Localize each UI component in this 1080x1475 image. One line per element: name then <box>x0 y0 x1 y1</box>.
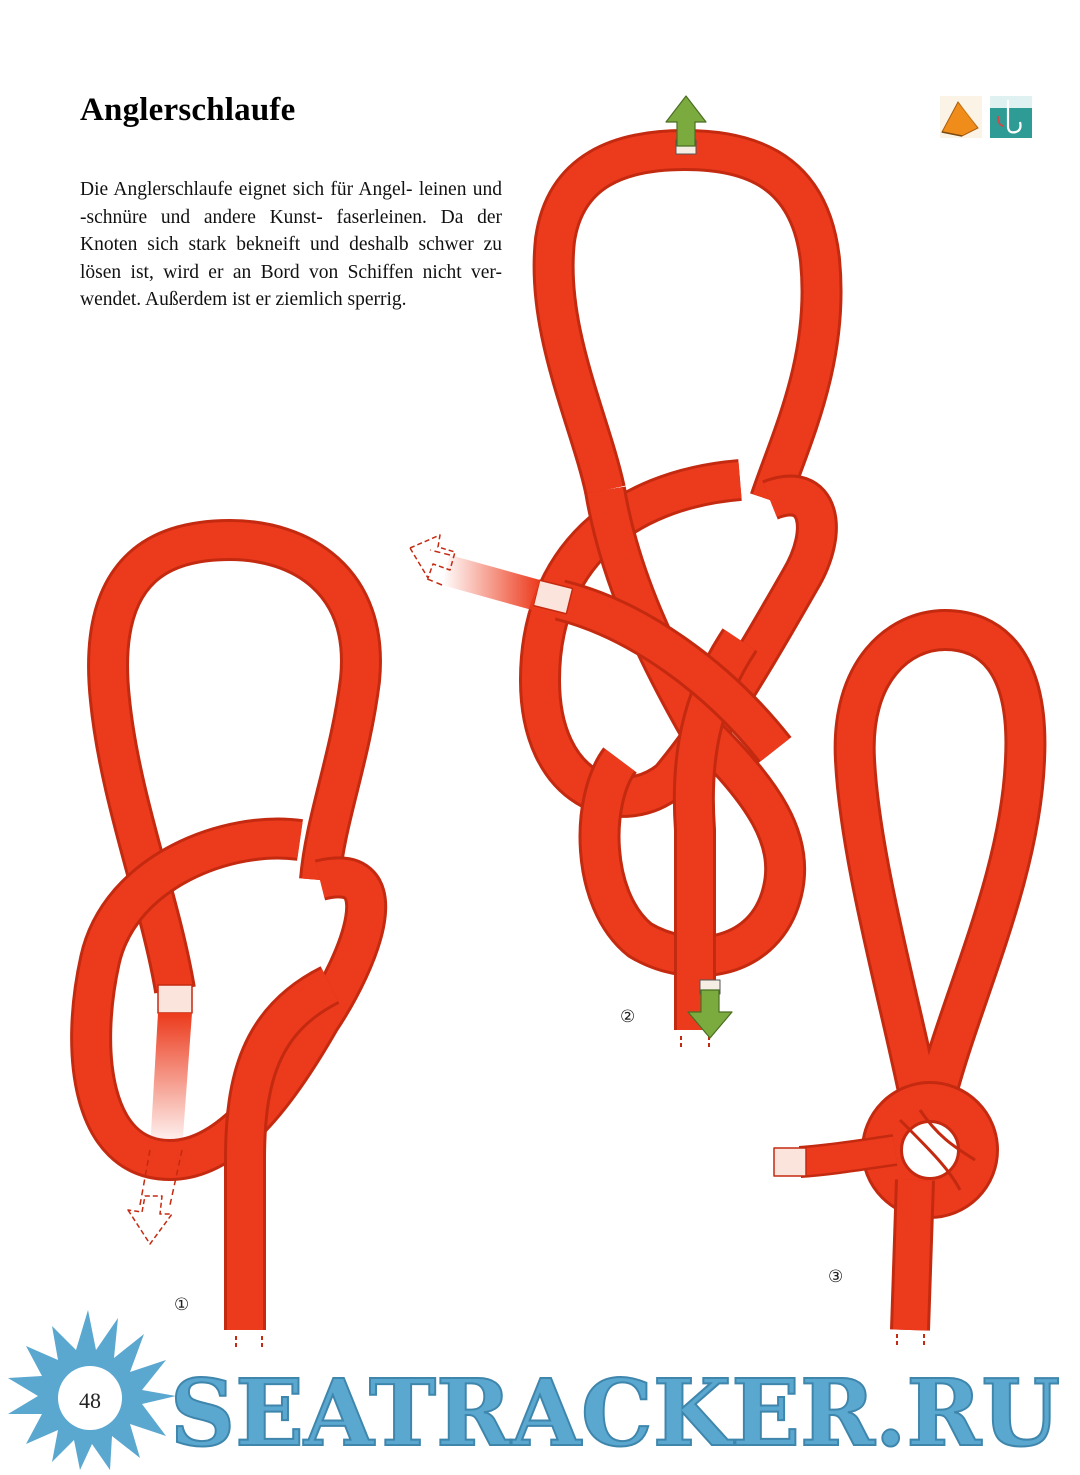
knot-step-1 <box>91 540 366 1348</box>
step-label: ③ <box>828 1267 844 1287</box>
intro-line: faserleinen. Da der Knoten sich stark <box>80 206 503 256</box>
page-title: Anglerschlaufe <box>80 92 296 128</box>
step-label: ② <box>620 1007 636 1027</box>
intro-line: wendet. Außerdem ist er ziemlich sperrig. <box>80 289 407 311</box>
direction-arrow <box>128 1196 172 1244</box>
step-label: ① <box>174 1295 190 1315</box>
intro-line: wird er an Bord von Schiffen nicht ver- <box>163 261 503 283</box>
knot-step-3 <box>774 630 1025 1346</box>
page-number: 48 <box>79 1388 101 1413</box>
rope <box>800 1150 895 1162</box>
rope-end-marker <box>158 985 192 1013</box>
rope-end-marker <box>774 1148 806 1176</box>
intro-line: bekneift und deshalb schwer zu lösen ist, <box>80 234 503 283</box>
rope <box>910 1180 915 1330</box>
knot-step-2 <box>410 96 822 1048</box>
intro-line: leinen und -schnüre und andere Kunst- <box>80 179 502 228</box>
intro-line: Die Anglerschlaufe eignet sich für Angel- <box>80 179 413 200</box>
rope <box>554 150 822 500</box>
watermark: SEATRACKER.RU <box>170 1359 1060 1467</box>
page-number-badge <box>8 1310 176 1470</box>
